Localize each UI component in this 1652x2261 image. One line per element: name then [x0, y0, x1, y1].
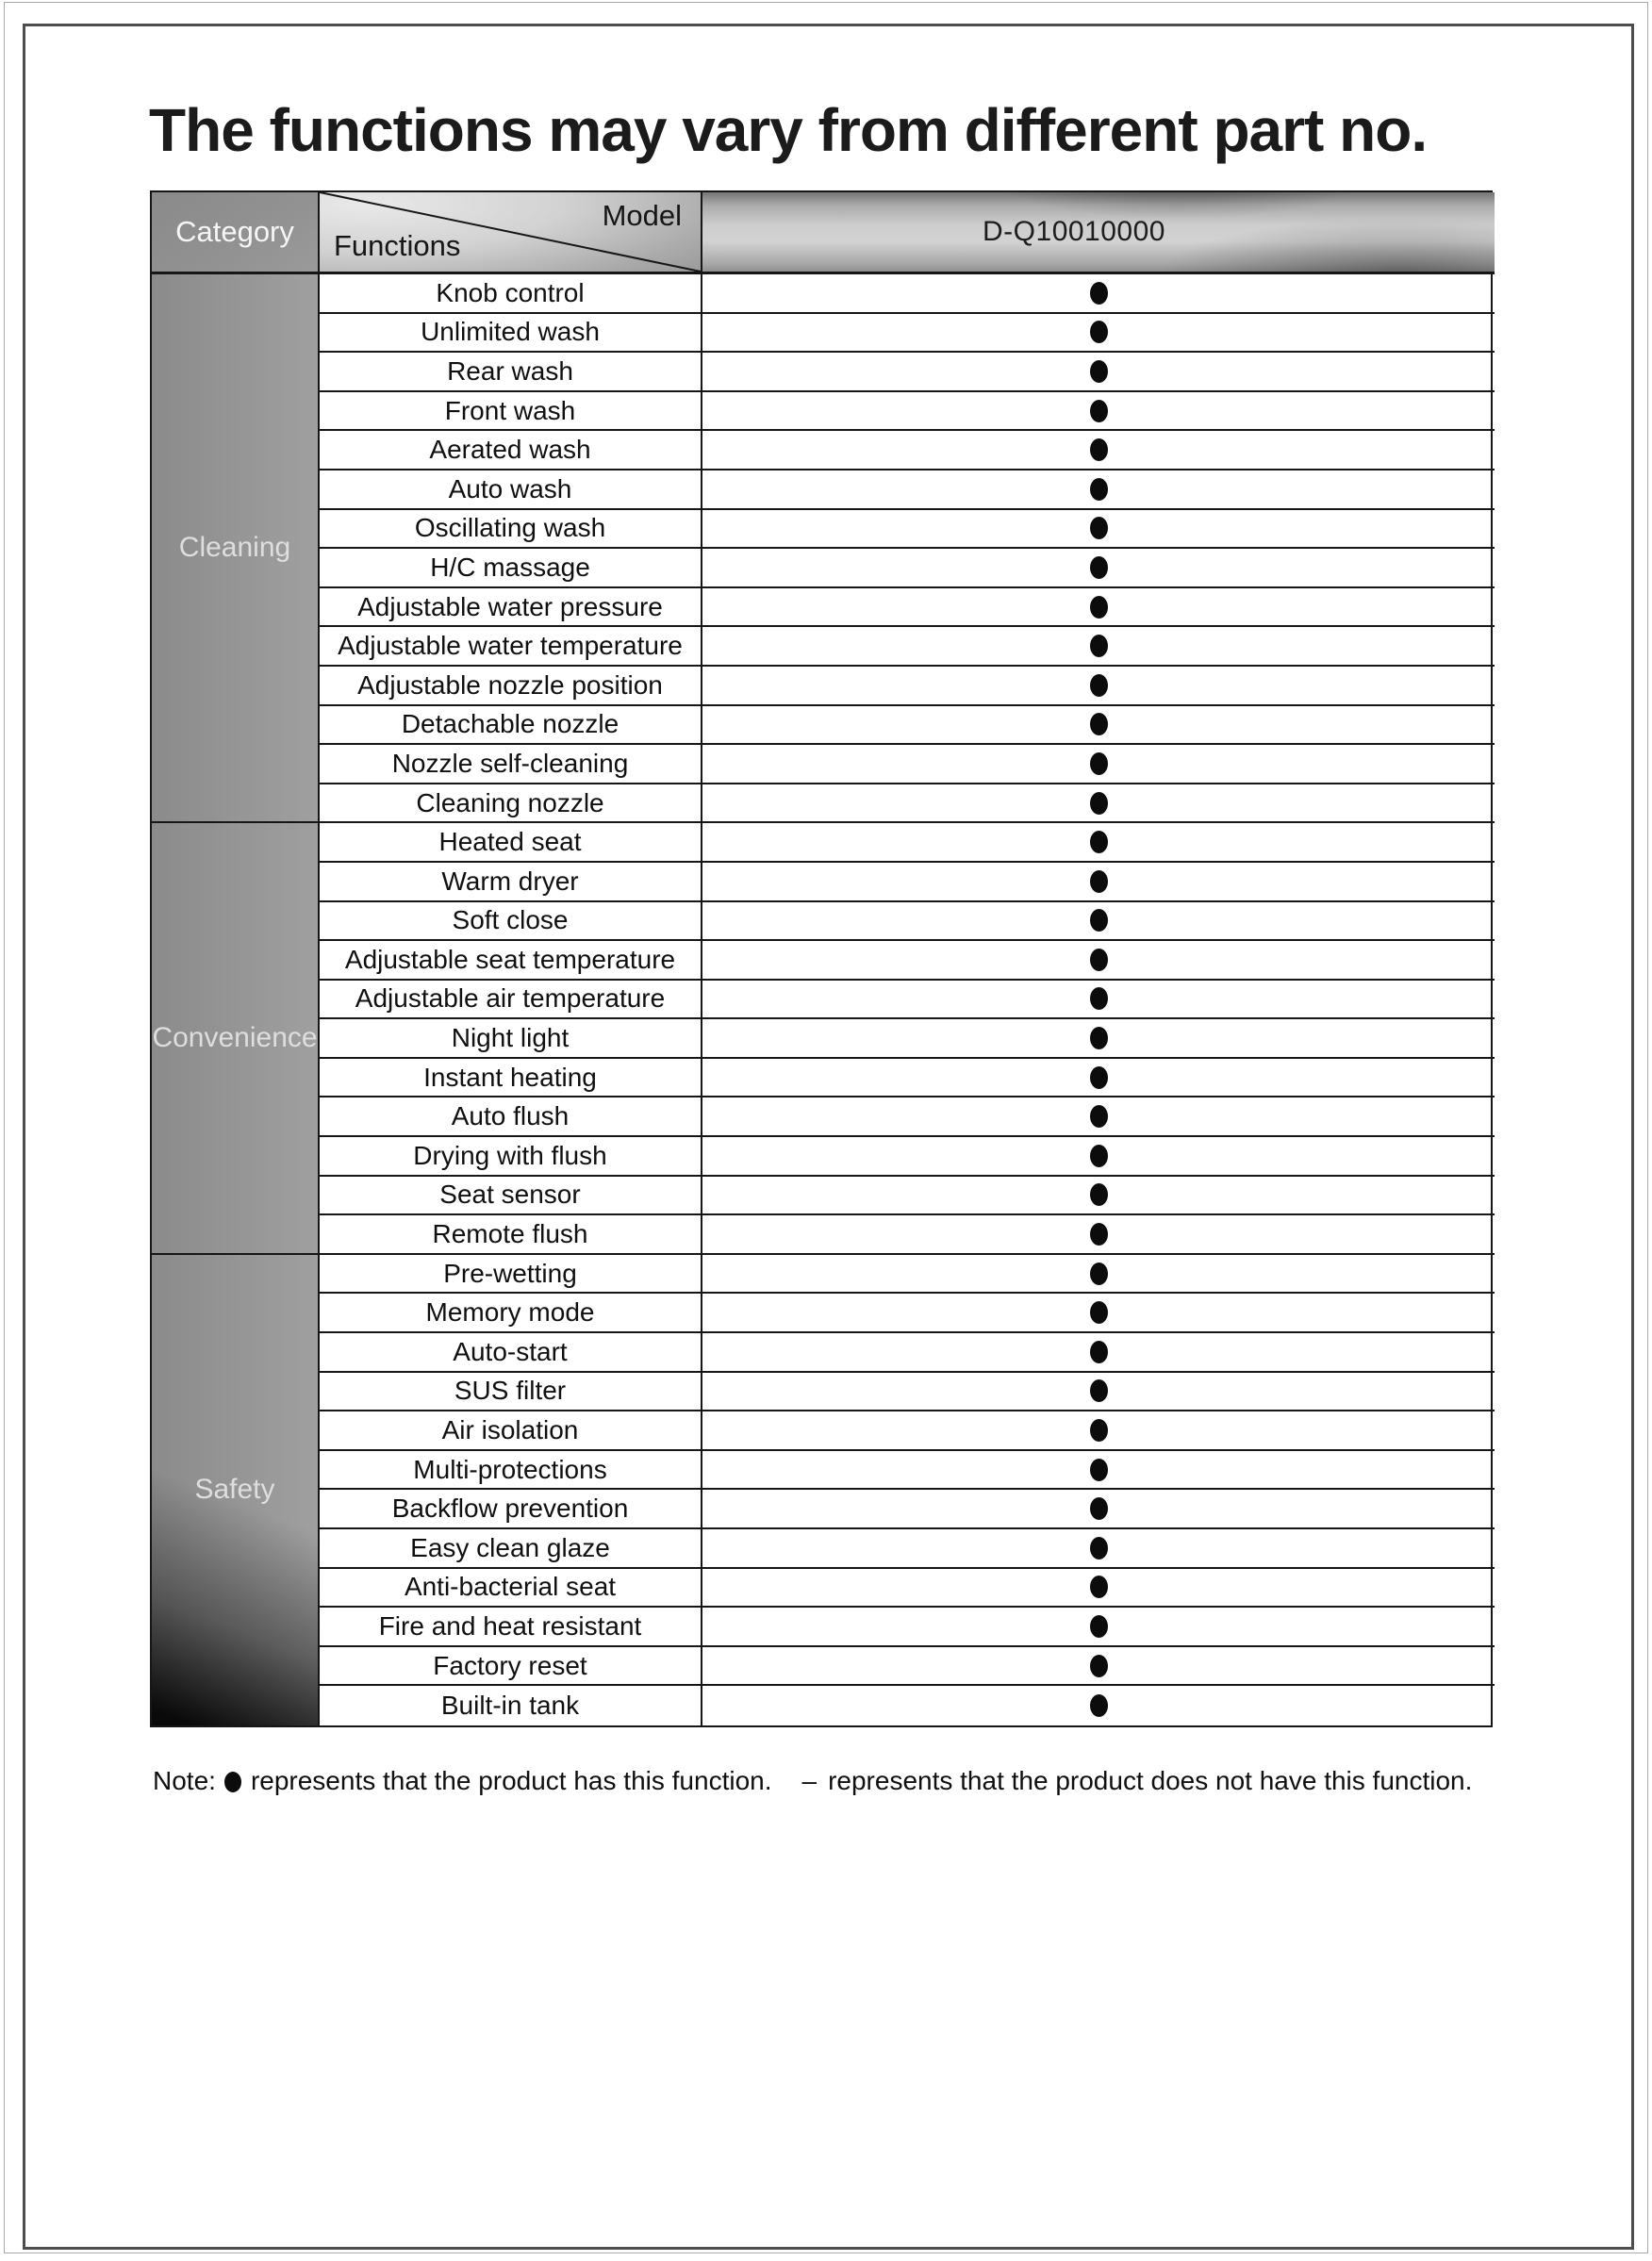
function-value-cell [702, 981, 1495, 1020]
note-dash-symbol: – [801, 1766, 818, 1795]
function-name-cell: Warm dryer [320, 863, 702, 902]
function-present-dot-icon [1090, 282, 1108, 305]
function-name-cell: Fire and heat resistant [320, 1608, 702, 1647]
function-value-cell [702, 314, 1495, 354]
function-present-dot-icon [1090, 870, 1108, 893]
function-name-cell: Factory reset [320, 1647, 702, 1687]
function-name-cell: Heated seat [320, 823, 702, 863]
function-name-cell: Auto wash [320, 470, 702, 510]
function-name-cell: Easy clean glaze [320, 1529, 702, 1569]
function-value-cell [702, 627, 1495, 667]
function-present-dot-icon [1090, 360, 1108, 383]
function-value-cell [702, 1529, 1495, 1569]
function-value-cell [702, 1215, 1495, 1255]
category-cell-safety [152, 1255, 320, 1725]
function-present-dot-icon [1090, 1537, 1108, 1560]
function-name-cell: Remote flush [320, 1215, 702, 1255]
function-name-cell: Auto flush [320, 1097, 702, 1137]
note-present-text: represents that the product has this function. [250, 1766, 772, 1795]
header-functions-label: Functions [334, 228, 461, 262]
function-value-cell [702, 863, 1495, 902]
function-value-cell [702, 1059, 1495, 1098]
category-label: Convenience [152, 1022, 318, 1054]
function-value-cell [702, 1490, 1495, 1529]
function-value-cell [702, 588, 1495, 628]
function-value-cell [702, 1569, 1495, 1609]
function-name-cell: Cleaning nozzle [320, 784, 702, 824]
function-value-cell [702, 902, 1495, 942]
page-title: The functions may vary from different part no. [149, 96, 1428, 164]
function-name-cell: Adjustable seat temperature [320, 941, 702, 981]
function-name-cell: Drying with flush [320, 1137, 702, 1177]
function-present-dot-icon [1090, 438, 1108, 461]
function-present-dot-icon [1090, 1576, 1108, 1598]
function-value-cell [702, 1411, 1495, 1451]
function-name-cell: Multi-protections [320, 1451, 702, 1491]
function-value-cell [702, 1373, 1495, 1412]
function-present-dot-icon [1090, 321, 1108, 343]
model-number: D-Q10010000 [983, 216, 1165, 247]
function-name-cell: Nozzle self-cleaning [320, 745, 702, 784]
function-present-dot-icon [1090, 752, 1108, 775]
note-prefix: Note: [153, 1766, 216, 1795]
header-model-value-cell [702, 192, 1495, 274]
has-function-dot-icon [224, 1772, 241, 1792]
function-value-cell [702, 1333, 1495, 1373]
function-present-dot-icon [1090, 1223, 1108, 1246]
function-value-cell [702, 353, 1495, 392]
function-present-dot-icon [1090, 949, 1108, 971]
function-present-dot-icon [1090, 1459, 1108, 1481]
category-label: Safety [194, 1474, 275, 1506]
function-present-dot-icon [1090, 1183, 1108, 1206]
function-present-dot-icon [1090, 478, 1108, 501]
function-value-cell [702, 706, 1495, 746]
function-value-cell [702, 392, 1495, 432]
function-present-dot-icon [1090, 1145, 1108, 1167]
function-present-dot-icon [1090, 674, 1108, 697]
function-value-cell [702, 549, 1495, 588]
header-category-label: Category [175, 215, 294, 248]
function-value-cell [702, 1608, 1495, 1647]
function-present-dot-icon [1090, 1263, 1108, 1285]
function-name-cell: Adjustable air temperature [320, 981, 702, 1020]
header-model-functions-cell [320, 192, 702, 274]
category-label: Cleaning [178, 532, 291, 564]
function-value-cell [702, 1097, 1495, 1137]
header-category-cell [152, 192, 320, 274]
function-present-dot-icon [1090, 596, 1108, 619]
function-present-dot-icon [1090, 1105, 1108, 1128]
function-value-cell [702, 1686, 1495, 1725]
function-name-cell: Air isolation [320, 1411, 702, 1451]
function-value-cell [702, 1647, 1495, 1687]
function-table [150, 190, 1493, 1727]
function-name-cell: Adjustable water pressure [320, 588, 702, 628]
function-present-dot-icon [1090, 1301, 1108, 1324]
function-value-cell [702, 274, 1495, 314]
function-present-dot-icon [1090, 400, 1108, 422]
function-present-dot-icon [1090, 1419, 1108, 1442]
function-value-cell [702, 1294, 1495, 1333]
function-value-cell [702, 667, 1495, 706]
function-present-dot-icon [1090, 1027, 1108, 1049]
function-name-cell: Backflow prevention [320, 1490, 702, 1529]
function-value-cell [702, 1451, 1495, 1491]
function-name-cell: Aerated wash [320, 431, 702, 470]
function-present-dot-icon [1090, 635, 1108, 657]
function-name-cell: Night light [320, 1019, 702, 1059]
function-name-cell: Pre-wetting [320, 1255, 702, 1295]
function-name-cell: Knob control [320, 274, 702, 314]
function-present-dot-icon [1090, 831, 1108, 853]
function-name-cell: Built-in tank [320, 1686, 702, 1725]
function-name-cell: Anti-bacterial seat [320, 1569, 702, 1609]
header-model-label: Model [602, 199, 682, 232]
function-name-cell: Rear wash [320, 353, 702, 392]
function-name-cell: H/C massage [320, 549, 702, 588]
category-cell-convenience [152, 823, 320, 1255]
function-present-dot-icon [1090, 909, 1108, 932]
function-value-cell [702, 745, 1495, 784]
function-name-cell: Auto-start [320, 1333, 702, 1373]
function-present-dot-icon [1090, 1066, 1108, 1089]
function-name-cell: SUS filter [320, 1373, 702, 1412]
function-present-dot-icon [1090, 987, 1108, 1010]
function-name-cell: Oscillating wash [320, 510, 702, 550]
function-name-cell: Memory mode [320, 1294, 702, 1333]
function-name-cell: Adjustable nozzle position [320, 667, 702, 706]
function-name-cell: Detachable nozzle [320, 706, 702, 746]
function-present-dot-icon [1090, 713, 1108, 735]
function-present-dot-icon [1090, 1497, 1108, 1520]
note-absent-text: represents that the product does not have this function. [828, 1766, 1473, 1795]
function-present-dot-icon [1090, 1615, 1108, 1638]
function-value-cell [702, 431, 1495, 470]
note [153, 1765, 1472, 1797]
function-present-dot-icon [1090, 1655, 1108, 1677]
function-value-cell [702, 1137, 1495, 1177]
function-present-dot-icon [1090, 517, 1108, 539]
category-cell-cleaning [152, 274, 320, 823]
function-present-dot-icon [1090, 792, 1108, 815]
function-name-cell: Seat sensor [320, 1177, 702, 1216]
function-value-cell [702, 823, 1495, 863]
function-value-cell [702, 470, 1495, 510]
function-name-cell: Adjustable water temperature [320, 627, 702, 667]
function-name-cell: Unlimited wash [320, 314, 702, 354]
function-value-cell [702, 510, 1495, 550]
function-value-cell [702, 784, 1495, 824]
function-name-cell: Instant heating [320, 1059, 702, 1098]
function-name-cell: Front wash [320, 392, 702, 432]
function-value-cell [702, 941, 1495, 981]
function-present-dot-icon [1090, 1341, 1108, 1363]
function-value-cell [702, 1255, 1495, 1295]
function-name-cell: Soft close [320, 902, 702, 942]
function-present-dot-icon [1090, 1694, 1108, 1717]
function-value-cell [702, 1177, 1495, 1216]
function-present-dot-icon [1090, 556, 1108, 579]
function-value-cell [702, 1019, 1495, 1059]
function-present-dot-icon [1090, 1379, 1108, 1402]
